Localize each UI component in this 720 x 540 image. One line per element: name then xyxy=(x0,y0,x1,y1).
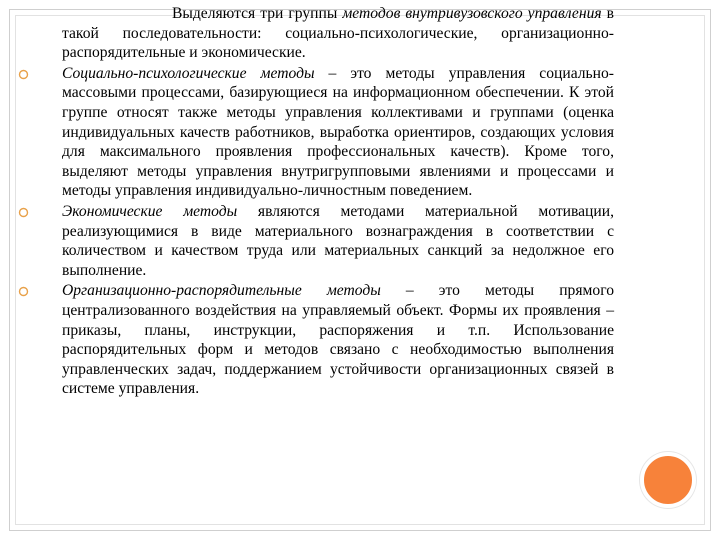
slide-content xyxy=(62,4,614,399)
bullet-text: – это методы прямого централизованного воздействия на управляемый объект. Формы их проявления – приказы, планы, инструкции, распоряжения и т.п. Использование распорядительных форм и методов связано с необходимостью выполнения управленческих задач, поддержанием устойчивости организационных связей в системе управления. xyxy=(62,282,614,398)
bullet-term: Экономические методы xyxy=(62,202,238,220)
intro-lead: Выделяются три группы xyxy=(172,5,343,22)
bullet-item-economic xyxy=(62,202,614,280)
circle-bullet-icon xyxy=(18,286,29,297)
intro-rest: в такой последовательности: социально-психологические, организационно-распорядительные и экономические. xyxy=(62,5,614,62)
intro-paragraph xyxy=(62,4,614,63)
circle-bullet-icon xyxy=(18,207,29,218)
intro-term: методов внутривузовского управления xyxy=(342,5,602,22)
bullet-item-organizational xyxy=(62,281,614,399)
bullet-text: являются методами материальной мотивации, реализующимися в виде материального вознаграждения в соответствии с количеством и качеством труда или материальных санкций за недолжное его выполнение. xyxy=(62,202,614,279)
bullet-text: – это методы управления социально-массовыми процессами, базирующиеся на информационном обеспечении. К этой группе относят также методы управления коллективами и группами (оценка индивидуальных качеств работников, выработка ориентиров, создающих условия для максимального проявления профессиональных качеств). Кроме того, выделяют методы управления внутригрупповыми явлениями и процессами и методы управления индивидуально-личностным поведением. xyxy=(62,64,614,200)
circle-bullet-icon xyxy=(18,69,29,80)
bullet-term: Организационно-распорядительные методы xyxy=(62,282,381,300)
orange-circle-decoration xyxy=(640,452,696,508)
bullet-term: Социально-психологические методы xyxy=(62,64,315,82)
bullet-item-social-psychological xyxy=(62,64,614,201)
